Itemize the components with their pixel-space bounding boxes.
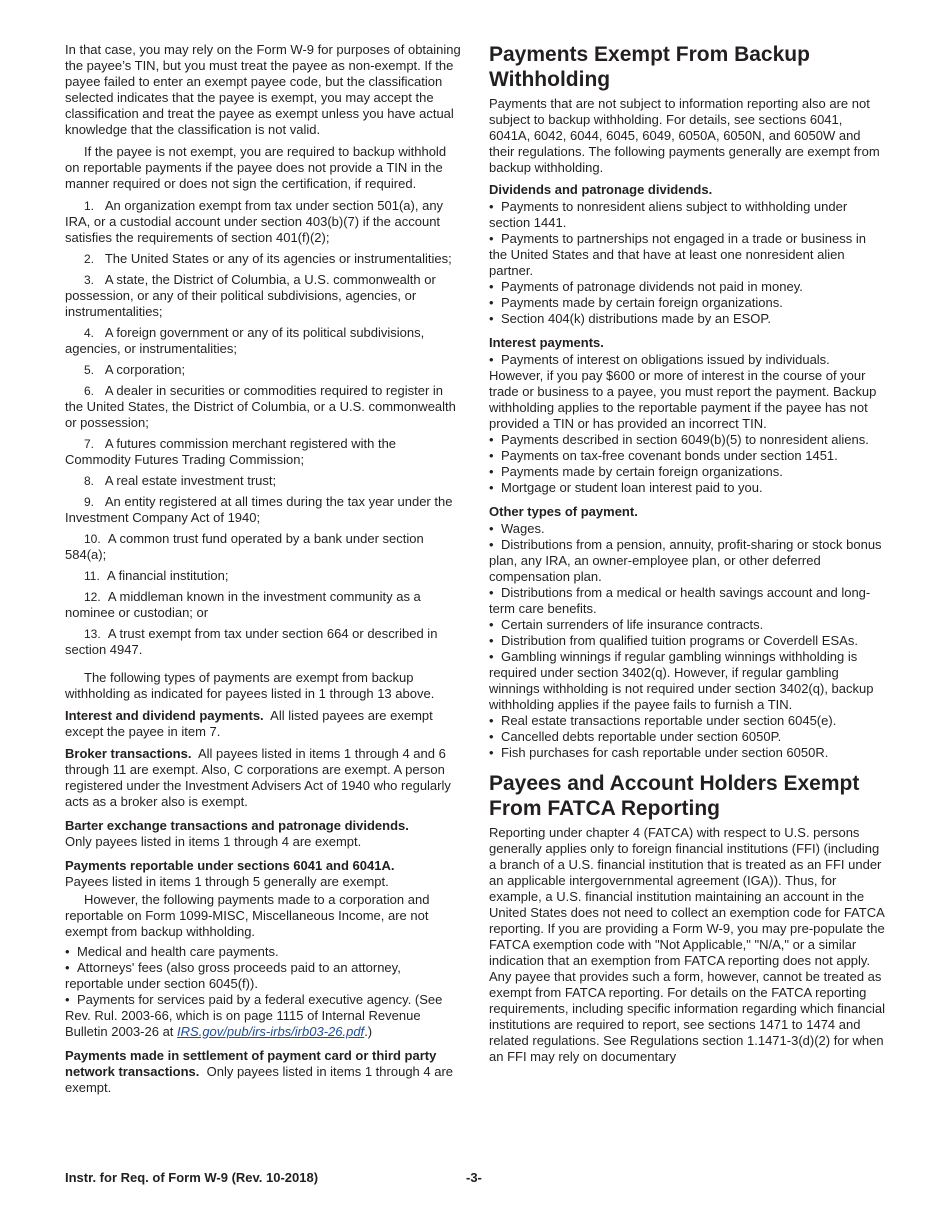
list-item: • Payments of interest on obligations issued by individuals. However, if you pay $600 or more of interest in the course of your trade or business to a payee, you must report the payment. Backup withholding applies to the reportable payment if the payee has not provided a TIN or has provided an incorrect TIN. (489, 352, 877, 431)
list-item: • Payments to partnerships not engaged in a trade or business in the United States and that have at least one nonresident alien partner. (489, 231, 866, 278)
bullet-icon: • (489, 279, 494, 294)
bullet-icon: • (489, 480, 494, 495)
interest-dividend-body: All listed payees are exempt except the payee in item 7. (65, 708, 433, 739)
bullet-icon: • (489, 199, 494, 214)
barter-heading: Barter exchange transactions and patronage dividends. (65, 818, 409, 833)
list-item: • Wages. (489, 521, 545, 536)
fatca-heading: Payees and Account Holders Exempt From FATCA Reporting (489, 772, 860, 820)
irb-link[interactable]: IRS.gov/pub/irs-irbs/irb03-26.pdf (177, 1024, 365, 1039)
list-item: • Payments to nonresident aliens subject to withholding under section 1441. (489, 199, 848, 230)
backup-intro-paragraph: Payments that are not subject to information reporting also are not subject to backup withholding. For details, see sections 6041, 6041A, 6042, 6044, 6045, 6049, 6050A, 6050N, and 6050W and their regulations. The following payments generally are exempt from backup withholding. (489, 96, 880, 175)
exempt-payee-item: 3. A state, the District of Columbia, a U.S. commonwealth or possession, or any of their political subdivisions, agencies, or instrumentalities; (65, 272, 436, 319)
list-item: • Payments made by certain foreign organizations. (489, 464, 783, 479)
exempt-payee-item: 5. A corporation; (84, 362, 186, 377)
list-item: • Payments for services paid by a federal executive agency. (See Rev. Rul. 2003-66, which is on page 1115 of Internal Revenue Bulletin 2003-26 at IRS.gov/pub/irs-irbs/irb03-26.pdf.) (65, 992, 443, 1039)
sec6041-paragraph (65, 858, 461, 890)
bullet-icon: • (65, 944, 70, 959)
dividends-subheading: Dividends and patronage dividends. (489, 182, 713, 197)
bullet-icon: • (489, 311, 494, 326)
list-item: • Medical and health care payments. (65, 944, 279, 959)
right-column (489, 42, 887, 1071)
sec6041-heading: Payments reportable under sections 6041 and 6041A. (65, 858, 395, 873)
list-item: • Payments made by certain foreign organizations. (489, 295, 783, 310)
list-item: • Gambling winnings if regular gambling winnings withholding is required under section 3402(q). However, if regular gambling winnings withholding is not required under section 3402(q), backup withholding applies if the payee fails to furnish a TIN. (489, 649, 874, 712)
exempt-payee-item: 9. An entity registered at all times during the tax year under the Investment Company Act of 1940; (65, 494, 453, 525)
bullet-icon: • (489, 432, 494, 447)
bullet-icon: • (489, 633, 494, 648)
barter-paragraph (65, 818, 461, 850)
exempt-payee-item: 12. A middleman known in the investment community as a nominee or custodian; or (65, 589, 421, 620)
exempt-payee-item: 8. A real estate investment trust; (84, 473, 277, 488)
list-item: • Real estate transactions reportable under section 6045(e). (489, 713, 837, 728)
bullet-icon: • (489, 585, 494, 600)
bullet-icon: • (489, 464, 494, 479)
interest-subheading: Interest payments. (489, 335, 604, 350)
backup-withholding-heading: Payments Exempt From Backup Withholding (489, 43, 810, 91)
broker-paragraph (65, 746, 461, 810)
exempt-payee-item: 2. The United States or any of its agencies or instrumentalities; (84, 251, 452, 266)
bullet-icon: • (489, 352, 494, 367)
broker-heading: Broker transactions. (65, 746, 192, 761)
page-number: -3- (466, 1170, 482, 1185)
barter-body: Only payees listed in items 1 through 4 are exempt. (65, 834, 362, 849)
intro-paragraph-2: If the payee is not exempt, you are required to backup withhold on reportable payments if the payee does not provide a TIN in the manner required or does not sign the certification, if required. (65, 144, 447, 191)
exempt-payee-item: 10. A common trust fund operated by a bank under section 584(a); (65, 531, 424, 562)
bullet-icon: • (489, 231, 494, 246)
list-item: • Attorneys' fees (also gross proceeds paid to an attorney, reportable under section 6045(f)). (65, 960, 401, 991)
list-item: • Certain surrenders of life insurance contracts. (489, 617, 764, 632)
exempt-payee-item: 6. A dealer in securities or commodities required to register in the United States, the District of Columbia, or a U.S. commonwealth or possession; (65, 383, 456, 430)
list-item: • Payments described in section 6049(b)(5) to nonresident aliens. (489, 432, 869, 447)
intro-paragraph-1: In that case, you may rely on the Form W-9 for purposes of obtaining the payee’s TIN, but you must treat the payee as non-exempt. If the payee failed to enter an exempt payee code, but the classification selected indicates that the payee is exempt, you may accept the classification and treat the payee as exempt unless you have actual knowledge that the classification is not valid. (65, 42, 461, 137)
following-paragraph: The following types of payments are exempt from backup withholding as indicated for payees listed in 1 through 13 above. (65, 670, 435, 701)
list-item: • Payments of patronage dividends not paid in money. (489, 279, 803, 294)
bullet-icon: • (489, 729, 494, 744)
exempt-payee-item: 11. A financial institution; (84, 568, 229, 583)
list-item: • Payments on tax-free covenant bonds under section 1451. (489, 448, 838, 463)
bullet-icon: • (489, 713, 494, 728)
card-network-paragraph (65, 1048, 461, 1096)
bullet-icon: • (489, 295, 494, 310)
bullet-icon: • (489, 745, 494, 760)
bullet-icon: • (489, 521, 494, 536)
list-item: • Distribution from qualified tuition programs or Coverdell ESAs. (489, 633, 858, 648)
exempt-payee-item: 4. A foreign government or any of its political subdivisions, agencies, or instrumentalities; (65, 325, 425, 356)
bullet-icon: • (65, 992, 70, 1007)
exempt-payee-item: 13. A trust exempt from tax under section 664 or described in section 4947. (65, 626, 438, 657)
fatca-paragraph: Reporting under chapter 4 (FATCA) with respect to U.S. persons generally applies only to foreign financial institutions (FFI) (including a branch of a U.S. financial institution that is treated as an FFI under an applicable intergovernmental agreement (IGA)). Thus, for example, a U.S. financial institution maintaining an account in the United States does not need to collect an exemption code for FATCA reporting. If you are providing a Form W-9, you may pre-populate the FATCA exemption code with "Not Applicable," "N/A," or a similar indication that an exemption from FATCA reporting does not apply. Any payee that provides such a form, however, cannot be treated as exempt from FATCA reporting. For details on the FATCA reporting requirements, including specific information regarding which financial institutions are required to report, see sections 1471 to 1474 and related regulations. See Regulations section 1.1471-3(d)(2) for when an FFI may rely on documentary (489, 825, 885, 1064)
list-item: • Section 404(k) distributions made by an ESOP. (489, 311, 772, 326)
list-item: • Cancelled debts reportable under section 6050P. (489, 729, 782, 744)
left-column (65, 42, 461, 1102)
bullet-icon: • (489, 649, 494, 664)
other-payments-subheading: Other types of payment. (489, 504, 638, 519)
however-paragraph: However, the following payments made to a corporation and reportable on Form 1099-MISC, Miscellaneous Income, are not exempt from backup withholding. (65, 892, 430, 939)
bullet-icon: • (489, 617, 494, 632)
list-item: • Distributions from a pension, annuity, profit-sharing or stock bonus plan, any IRA, an owner-employee plan, or other deferred compensation plan. (489, 537, 882, 584)
footer-form-id: Instr. for Req. of Form W-9 (Rev. 10-2018) (65, 1170, 319, 1185)
card-network-heading: Payments made in settlement of payment card or third party network transactions. (65, 1048, 437, 1079)
card-network-body: Only payees listed in items 1 through 4 are exempt. (65, 1064, 454, 1095)
list-item: • Distributions from a medical or health savings account and long-term care benefits. (489, 585, 871, 616)
bullet-icon: • (489, 448, 494, 463)
broker-body: All payees listed in items 1 through 4 and 6 through 11 are exempt. Also, C corporations are exempt. A person registered under the Investment Advisers Act of 1940 who regularly acts as a broker also is exempt. (65, 746, 451, 809)
bullet-icon: • (65, 960, 70, 975)
interest-dividend-paragraph (65, 708, 461, 740)
bullet-icon: • (489, 537, 494, 552)
sec6041-body: Payees listed in items 1 through 5 generally are exempt. (65, 874, 389, 889)
exempt-payee-list (65, 198, 461, 658)
list-item: • Fish purchases for cash reportable under section 6050R. (489, 745, 829, 760)
list-item: • Mortgage or student loan interest paid to you. (489, 480, 763, 495)
interest-dividend-heading: Interest and dividend payments. (65, 708, 264, 723)
exempt-payee-item: 1. An organization exempt from tax under section 501(a), any IRA, or a custodial account under section 403(b)(7) if the account satisfies the requirements of section 401(f)(2); (65, 198, 444, 245)
exempt-payee-item: 7. A futures commission merchant registered with the Commodity Futures Trading Commission; (65, 436, 397, 467)
